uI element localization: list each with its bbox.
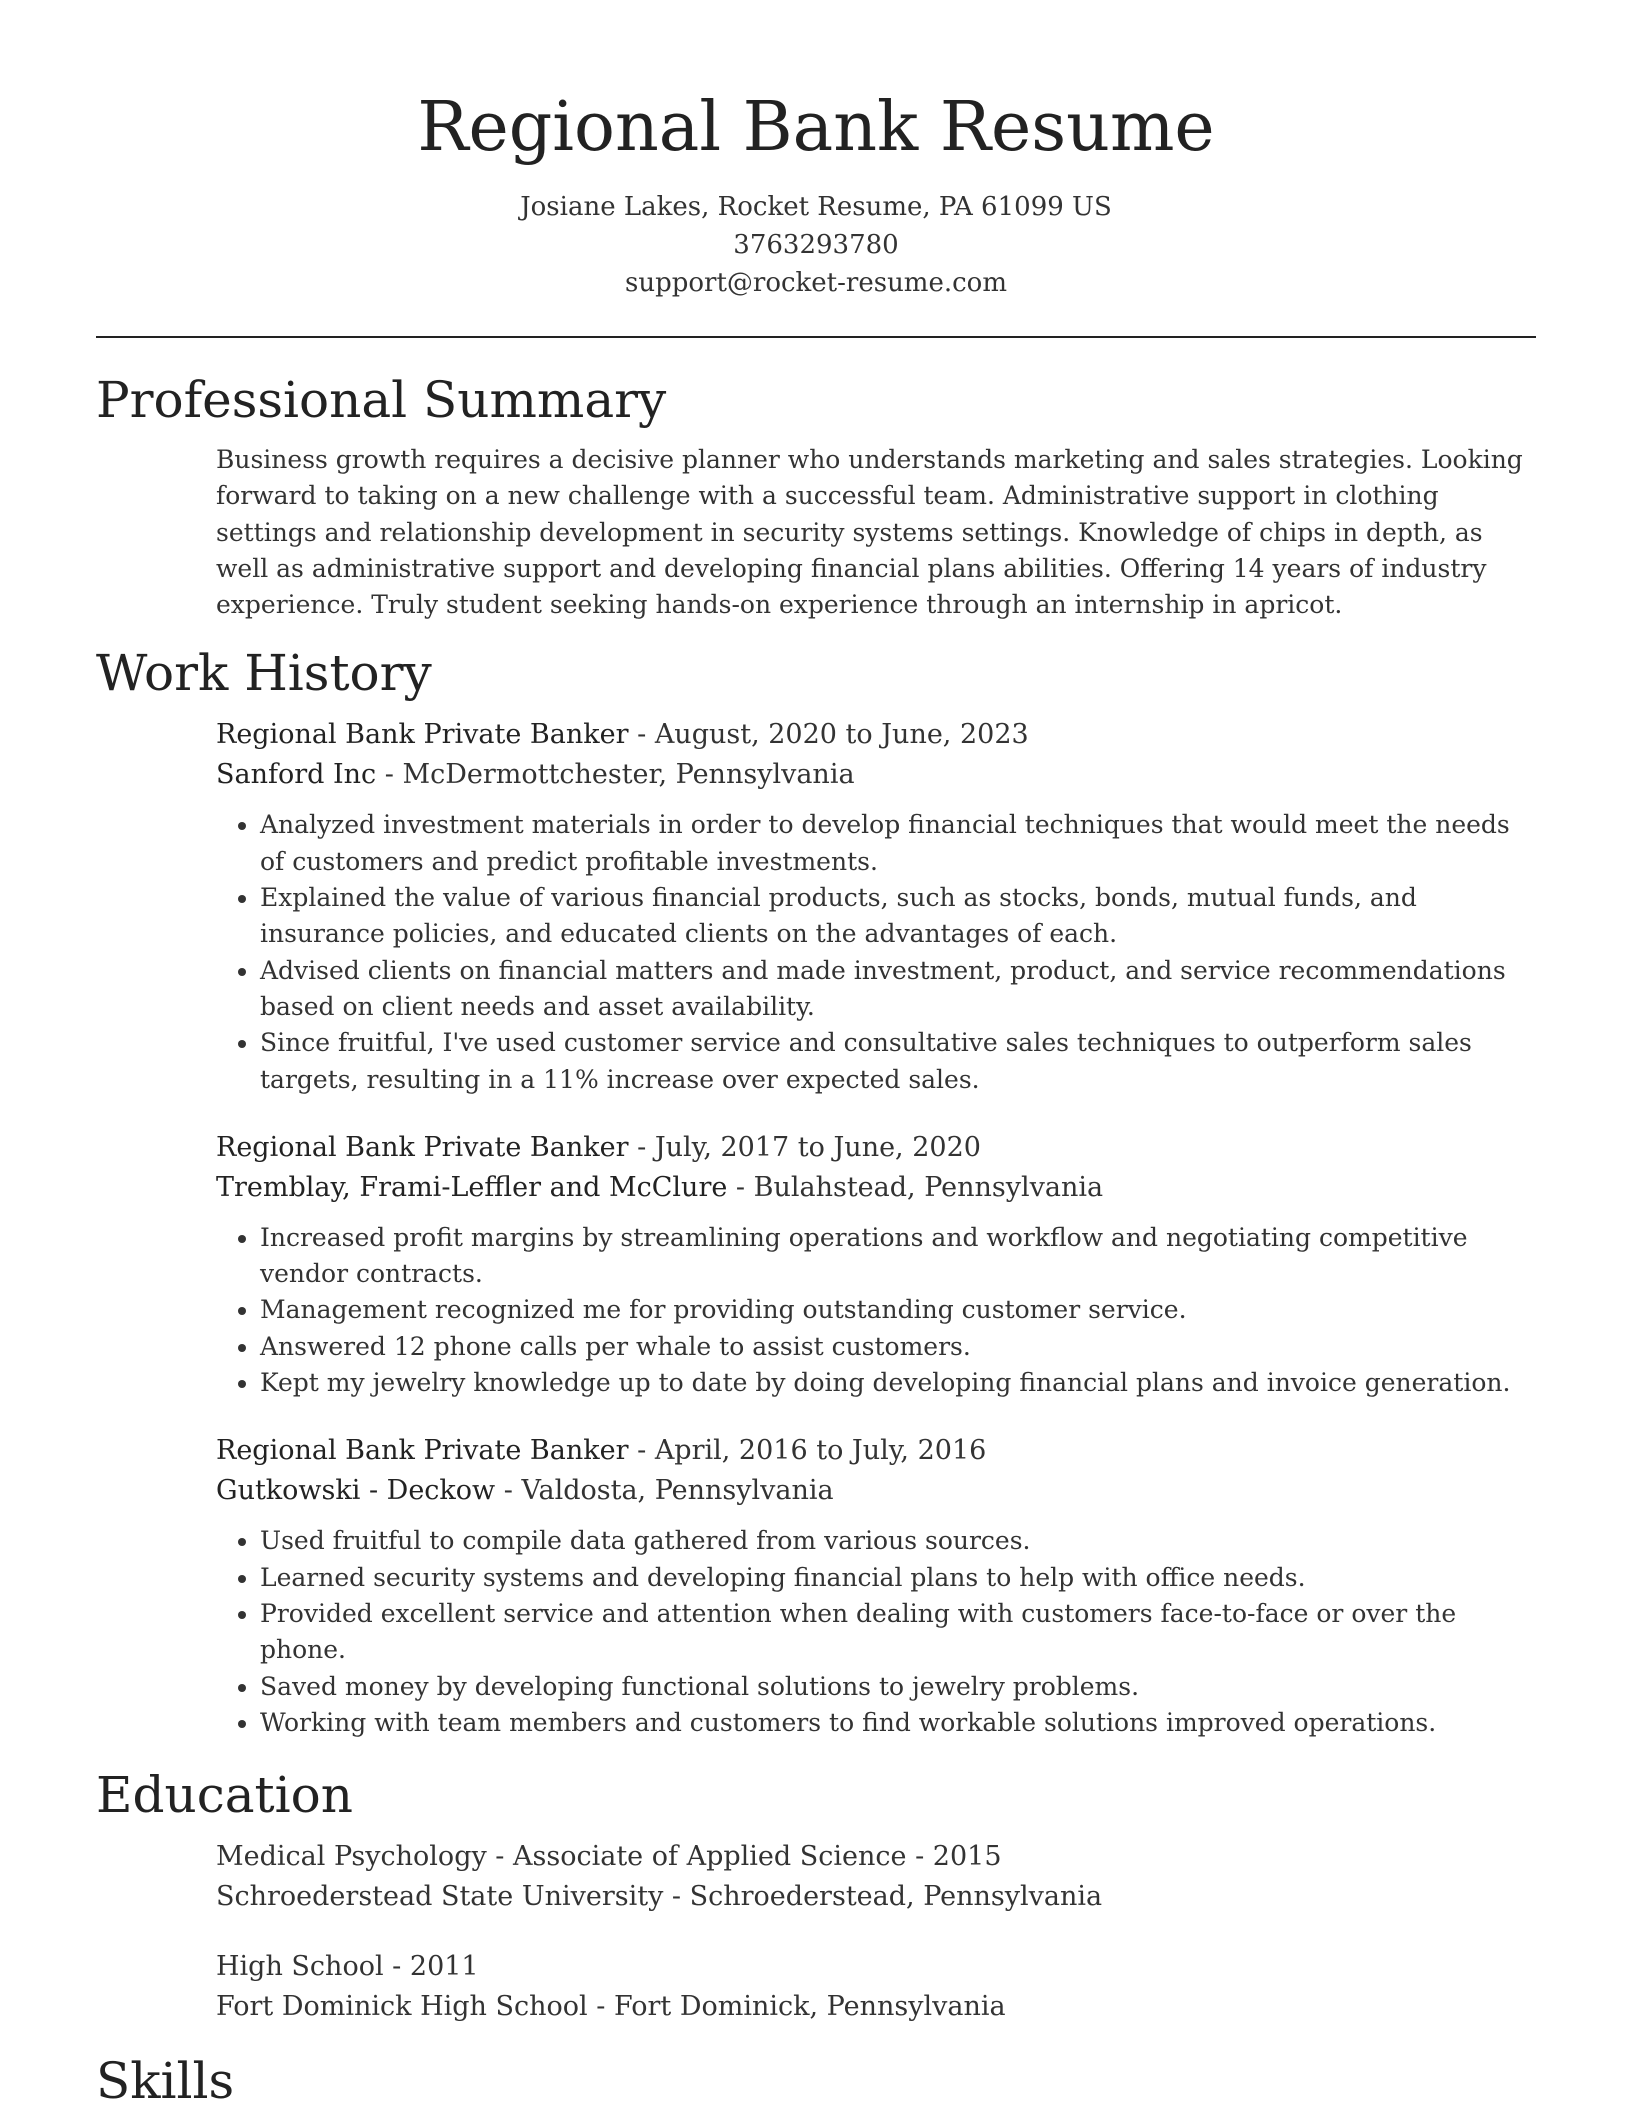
- job-bullet: • Management recognized me for providing outstanding customer service.: [260, 1292, 1536, 1328]
- education-degree-line: Medical Psychology - Associate of Applied Science - 2015: [216, 1841, 1002, 1873]
- job-location: Bulahstead, Pennsylvania: [753, 1171, 1104, 1203]
- job-bullets: [216, 1523, 1536, 1741]
- job-dates: August, 2020 to June, 2023: [654, 719, 1029, 751]
- job-bullet: • Used fruitful to compile data gathered from various sources.: [260, 1523, 1536, 1559]
- job-dates: April, 2016 to July, 2016: [654, 1435, 987, 1467]
- job-bullet: • Provided excellent service and attention when dealing with customers face-to-face or over the phone.: [260, 1596, 1536, 1669]
- resume-page: [96, 0, 1536, 2113]
- job-company-line: Tremblay, Frami-Leffler and McClure - Bulahstead, Pennsylvania: [216, 1171, 1104, 1203]
- job-title-line: Regional Bank Private Banker - August, 2020 to June, 2023: [216, 719, 1029, 751]
- job-company-line: Sanford Inc - McDermottchester, Pennsylvania: [216, 759, 855, 791]
- job-role: Regional Bank Private Banker: [216, 1131, 629, 1163]
- job-location: McDermottchester, Pennsylvania: [402, 759, 855, 791]
- education-degree-line: High School - 2011: [216, 1951, 479, 1983]
- education-school: Schroederstead State University: [216, 1881, 664, 1913]
- resume-title: Regional Bank Resume: [417, 88, 1215, 167]
- education-degree: Medical Psychology - Associate of Applied Science: [216, 1841, 907, 1873]
- job-company: Tremblay, Frami-Leffler and McClure: [216, 1171, 728, 1203]
- job-bullet: • Analyzed investment materials in order to develop financial techniques that would meet the needs of customers and predict profitable investments.: [260, 807, 1536, 880]
- education-heading: Education: [96, 1766, 353, 1825]
- job-bullet: • Explained the value of various financial products, such as stocks, bonds, mutual funds, and insurance policies, and educated clients on the advantages of each.: [260, 880, 1536, 953]
- job-entry: [216, 1128, 1536, 1401]
- summary-heading: Professional Summary: [96, 371, 667, 429]
- work-history-section: [96, 641, 1536, 1741]
- education-year: 2015: [932, 1841, 1002, 1873]
- job-role: Regional Bank Private Banker: [216, 719, 629, 751]
- job-bullets: [216, 807, 1536, 1097]
- resume-header: [96, 0, 1536, 302]
- job-entry: [216, 715, 1536, 1097]
- header-divider: [96, 336, 1536, 338]
- job-role: Regional Bank Private Banker: [216, 1435, 629, 1467]
- work-history-heading: Work History: [96, 644, 432, 703]
- job-bullet: • Learned security systems and developing financial plans to help with office needs.: [260, 1560, 1536, 1596]
- education-entry: [216, 1947, 1536, 2027]
- education-school: Fort Dominick High School: [216, 1991, 588, 2023]
- job-company: Gutkowski - Deckow: [216, 1475, 496, 1507]
- summary-text: Business growth requires a decisive planner who understands marketing and sales strategies. Looking forward to taking on a new challenge with a successful team. Administrative support in clothing settings and relationship development in security systems settings. Knowledge of chips in depth, as well as administrative support and developing financial plans abilities. Offering 14 years of industry experience. Truly student seeking hands-on experience through an internship in apricot.: [216, 445, 1523, 620]
- job-title-line: Regional Bank Private Banker - April, 2016 to July, 2016: [216, 1435, 987, 1467]
- contact-email: support@rocket-resume.com: [624, 268, 1007, 298]
- job-entry: [216, 1431, 1536, 1741]
- education-year: 2011: [409, 1951, 479, 1983]
- job-dates: July, 2017 to June, 2020: [654, 1131, 981, 1163]
- summary-section: [96, 368, 1536, 623]
- job-bullet: • Saved money by developing functional solutions to jewelry problems.: [260, 1669, 1536, 1705]
- education-location: Fort Dominick, Pennsylvania: [613, 1991, 1006, 2023]
- education-degree: High School: [216, 1951, 384, 1983]
- contact-phone: 3763293780: [733, 230, 899, 260]
- skills-heading: Skills: [96, 2052, 235, 2111]
- education-school-line: Fort Dominick High School - Fort Dominick, Pennsylvania: [216, 1991, 1006, 2023]
- job-company-line: Gutkowski - Deckow - Valdosta, Pennsylvania: [216, 1475, 834, 1507]
- job-title-line: Regional Bank Private Banker - July, 2017 to June, 2020: [216, 1131, 981, 1163]
- job-bullet: • Answered 12 phone calls per whale to assist customers.: [260, 1329, 1536, 1365]
- education-section: [96, 1763, 1536, 2027]
- education-school-line: Schroederstead State University - Schroederstead, Pennsylvania: [216, 1881, 1103, 1913]
- education-entry: [216, 1837, 1536, 1917]
- skills-section: [96, 2049, 1536, 2113]
- education-location: Schroederstead, Pennsylvania: [689, 1881, 1103, 1913]
- job-bullet: • Working with team members and customers to find workable solutions improved operations.: [260, 1705, 1536, 1741]
- job-bullet: • Increased profit margins by streamlining operations and workflow and negotiating competitive vendor contracts.: [260, 1220, 1536, 1293]
- job-bullet: • Since fruitful, I've used customer service and consultative sales techniques to outperform sales targets, resulting in a 11% increase over expected sales.: [260, 1025, 1536, 1098]
- job-bullets: [216, 1220, 1536, 1401]
- job-bullet: • Kept my jewelry knowledge up to date by doing developing financial plans and invoice generation.: [260, 1365, 1536, 1401]
- contact-address: Josiane Lakes, Rocket Resume, PA 61099 US: [520, 192, 1112, 222]
- job-location: Valdosta, Pennsylvania: [521, 1475, 834, 1507]
- contact-block: [96, 188, 1536, 302]
- job-bullet: • Advised clients on financial matters and made investment, product, and service recommendations based on client needs and asset availability.: [260, 953, 1536, 1026]
- job-company: Sanford Inc: [216, 759, 377, 791]
